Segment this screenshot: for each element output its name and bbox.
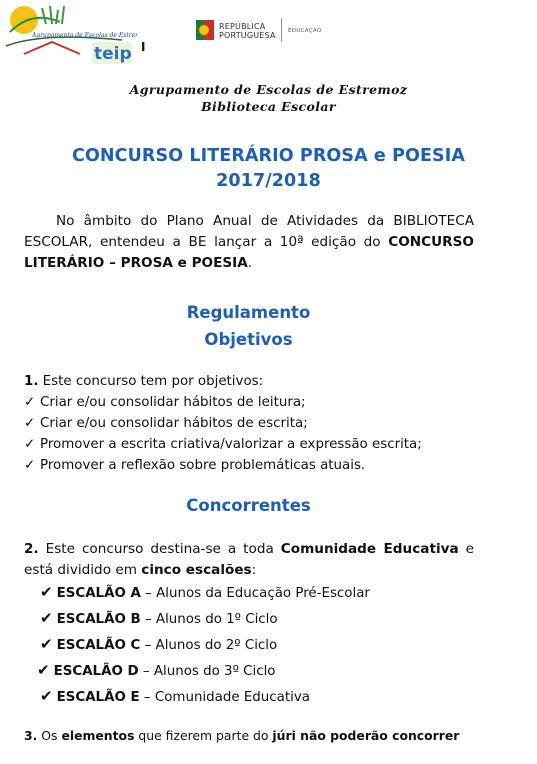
checkmark-icon: ✔	[40, 583, 53, 601]
check-icon: ✓	[24, 395, 36, 410]
intro-paragraph: No âmbito do Plano Anual de Atividades da BIBLIOTECA ESCOLAR, entendeu a BE lançar a 10ª edição do CONCURSO LITERÁRIO – PROSA e POESIA.	[24, 213, 474, 271]
library-name: Biblioteca Escolar	[201, 99, 336, 114]
school-logo-caption: Agrupamento de Escolas de Estremoz	[32, 32, 137, 39]
gov-divider	[281, 18, 282, 42]
list-item: ✔ ESCALÃO B – Alunos do 1º Ciclo	[40, 609, 278, 627]
check-icon: ✓	[24, 416, 36, 431]
list-item: ✔ ESCALÃO A – Alunos da Educação Pré-Escolar	[40, 583, 370, 601]
list-item: ✓ Promover a reflexão sobre problemáticas atuais.	[24, 458, 366, 473]
section-objetivos: Objetivos	[204, 330, 293, 349]
check-icon: ✓	[24, 437, 36, 452]
header-separator: I	[141, 40, 146, 54]
republica-portuguesa-label: REPÚBLICA PORTUGUESA	[219, 22, 276, 40]
institution-name: Agrupamento de Escolas de Estremoz	[129, 82, 408, 97]
checkmark-icon: ✔	[40, 687, 53, 705]
list-item: ✓ Promover a escrita criativa/valorizar a expressão escrita;	[24, 437, 422, 452]
educacao-label: EDUCAÇÃO	[288, 28, 322, 34]
list-item: ✓ Criar e/ou consolidar hábitos de leitura;	[24, 395, 306, 410]
list-item: ✔ ESCALÃO C – Alunos do 2º Ciclo	[40, 635, 278, 653]
section-concorrentes: Concorrentes	[186, 496, 311, 515]
list-item: ✔ ESCALÃO D – Alunos do 3º Ciclo	[37, 661, 276, 679]
school-logo	[2, 2, 137, 72]
rule-3: 3. Os elementos que fizerem parte do júri não poderão concorrer	[24, 728, 460, 743]
list-item: ✓ Criar e/ou consolidar hábitos de escrita;	[24, 416, 308, 431]
checkmark-icon: ✔	[37, 661, 50, 679]
competitors-paragraph: 2. Este concurso destina-se a toda Comunidade Educativa e está dividido em cinco escalões:	[24, 541, 474, 578]
section-regulamento: Regulamento	[186, 303, 311, 322]
checkmark-icon: ✔	[40, 635, 53, 653]
contest-year: 2017/2018	[216, 171, 321, 191]
list-item: ✔ ESCALÃO E – Comunidade Educativa	[40, 687, 310, 705]
teip-logo-text: teip	[94, 44, 132, 64]
check-icon: ✓	[24, 458, 36, 473]
objectives-lead: 1. Este concurso tem por objetivos:	[24, 374, 264, 389]
republica-emblem-icon	[196, 18, 216, 46]
checkmark-icon: ✔	[40, 609, 53, 627]
contest-title: CONCURSO LITERÁRIO PROSA e POESIA	[72, 146, 465, 166]
